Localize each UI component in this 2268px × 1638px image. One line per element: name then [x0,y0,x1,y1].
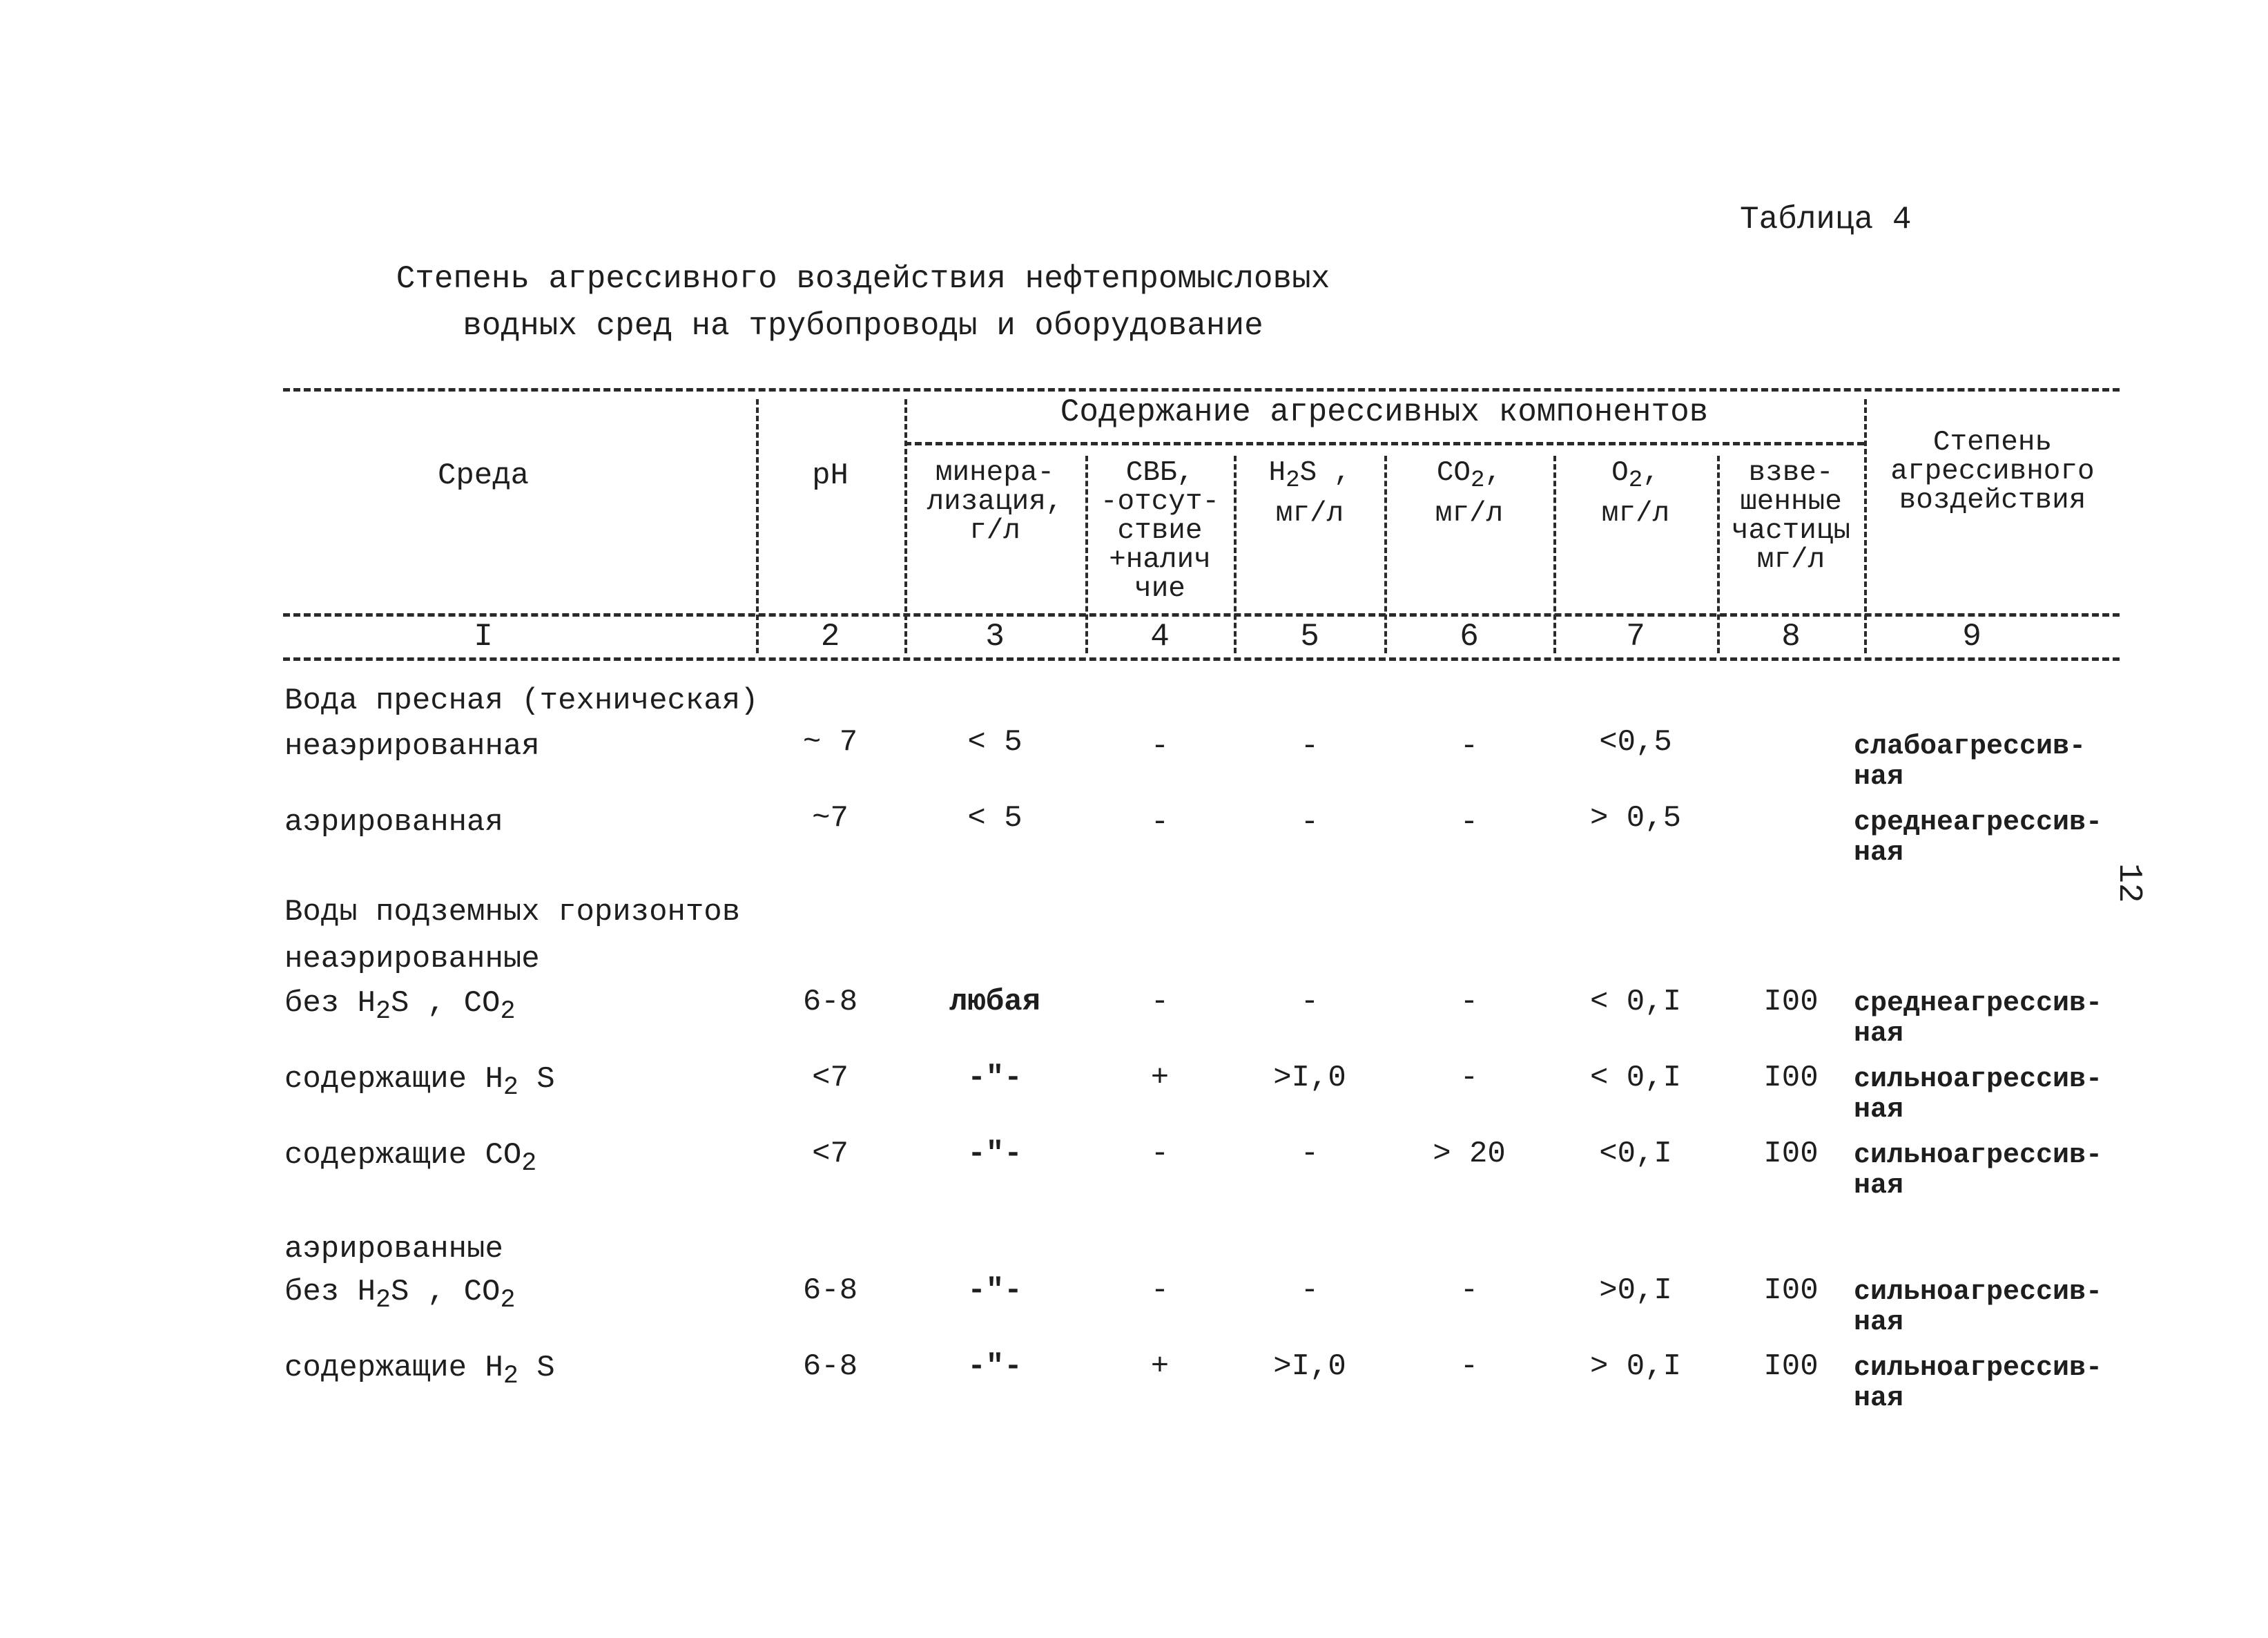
col-number: 2 [820,619,840,655]
section-underground: Воды подземных горизонтов [284,895,741,929]
cell-ph: 6-8 [802,1349,858,1384]
header-bottom-rule [283,613,2120,617]
col-separator [756,399,759,653]
table-title-line-2: водных сред на трубопроводы и оборудование [463,308,1263,344]
cell-svb: - [1150,1273,1170,1308]
cell-mineral: < 5 [967,801,1022,836]
header-o2: $O_2$, мг/л [1601,457,1670,530]
cell-h2s: - [1300,729,1319,764]
cell-h2s: - [1300,1273,1319,1308]
cell-sreda: содержащие $H_2$ S [284,1351,555,1391]
cell-ph: 6-8 [802,1273,858,1308]
cell-co2: - [1460,729,1479,764]
subsection-non-aerated: неаэрированные [284,942,540,976]
cell-sreda: неаэрированная [284,729,540,764]
col-number: 3 [985,619,1005,655]
cell-o2: >0,I [1599,1273,1672,1308]
column-numbers-rule [283,657,2120,661]
cell-svb: + [1150,1061,1170,1095]
cell-co2: - [1460,1349,1479,1384]
cell-svb: - [1150,985,1170,1019]
header-h2s: $H_2S$ , мг/л [1268,457,1351,530]
col-number: 5 [1300,619,1319,655]
cell-h2s: >I,0 [1273,1061,1346,1095]
cell-ph: ~7 [812,801,849,836]
cell-co2: - [1460,1273,1479,1308]
section-fresh-water: Вода пресная (техническая) [284,684,759,718]
col-number: 9 [1962,619,1981,655]
cell-sreda: без $H_2S$ , $CO_2$ [284,1275,516,1315]
cell-sreda: содержащие $H_2$ S [284,1062,555,1102]
cell-vzvesh: I00 [1763,1349,1819,1384]
cell-ph: ~ 7 [802,725,858,760]
cell-degree: слабоагрессив- ная [1854,731,2086,793]
cell-h2s: - [1300,985,1319,1019]
cell-ph: <7 [812,1061,849,1095]
cell-mineral: любая [949,985,1041,1019]
cell-mineral: -"- [967,1273,1022,1308]
cell-o2: > 0,I [1589,1349,1682,1384]
cell-vzvesh: I00 [1763,1273,1819,1308]
group-header-rule [904,442,1864,445]
cell-ph: <7 [812,1137,849,1171]
cell-svb: + [1150,1349,1170,1384]
col-number: 4 [1150,619,1170,655]
cell-h2s: - [1300,805,1319,840]
cell-co2: - [1460,985,1479,1019]
cell-co2: > 20 [1433,1137,1506,1171]
cell-sreda: без $H_2S$ , $CO_2$ [284,986,516,1026]
col-number: 7 [1626,619,1645,655]
header-sreda: Среда [437,459,530,493]
cell-degree: сильноагрессив- ная [1854,1353,2103,1414]
cell-mineral: -"- [967,1137,1022,1171]
cell-h2s: - [1300,1137,1319,1171]
page-number: 12 [2110,863,2147,903]
cell-degree: среднеагрессив- ная [1854,988,2103,1050]
cell-o2: > 0,5 [1589,801,1682,836]
cell-degree: сильноагрессив- ная [1854,1064,2103,1126]
cell-o2: < 0,I [1589,985,1682,1019]
header-svb: СВБ, -отсут- ствие +налич чие [1100,457,1220,605]
cell-ph: 6-8 [802,985,858,1019]
cell-vzvesh: I00 [1763,985,1819,1019]
header-stepen: Степень агрессивного воздействия [1890,427,2095,517]
cell-svb: - [1150,1137,1170,1171]
cell-o2: < 0,I [1589,1061,1682,1095]
header-group: Содержание агрессивных компонентов [1060,394,1709,430]
header-vzvesh: взве- шенные частицы мг/л [1731,457,1851,576]
header-mineral: минера- лизация, г/л [927,457,1063,547]
header-ph: pH [812,459,849,493]
subsection-aerated: аэрированные [284,1232,503,1266]
cell-sreda: содержащие $CO_2$ [284,1138,537,1178]
cell-degree: сильноагрессив- ная [1854,1140,2103,1202]
cell-h2s: >I,0 [1273,1349,1346,1384]
cell-co2: - [1460,805,1479,840]
table-title-line-1: Степень агрессивного воздействия нефтепромысловых [396,261,1330,297]
cell-o2: <0,I [1599,1137,1672,1171]
cell-sreda: аэрированная [284,805,503,840]
cell-degree: сильноагрессив- ная [1854,1277,2103,1338]
table-caption: Таблица 4 [1740,202,1912,238]
cell-degree: среднеагрессив- ная [1854,807,2103,869]
cell-vzvesh: I00 [1763,1137,1819,1171]
cell-mineral: -"- [967,1349,1022,1384]
col-number: 8 [1781,619,1801,655]
cell-svb: - [1150,805,1170,840]
col-number: 6 [1460,619,1479,655]
cell-mineral: < 5 [967,725,1022,760]
cell-mineral: -"- [967,1061,1022,1095]
header-co2: $CO_2$, мг/л [1435,457,1504,530]
cell-o2: <0,5 [1599,725,1672,760]
col-separator [1864,399,1867,653]
cell-co2: - [1460,1061,1479,1095]
table-top-rule [283,388,2120,392]
col-number: I [474,619,493,655]
cell-svb: - [1150,729,1170,764]
cell-vzvesh: I00 [1763,1061,1819,1095]
